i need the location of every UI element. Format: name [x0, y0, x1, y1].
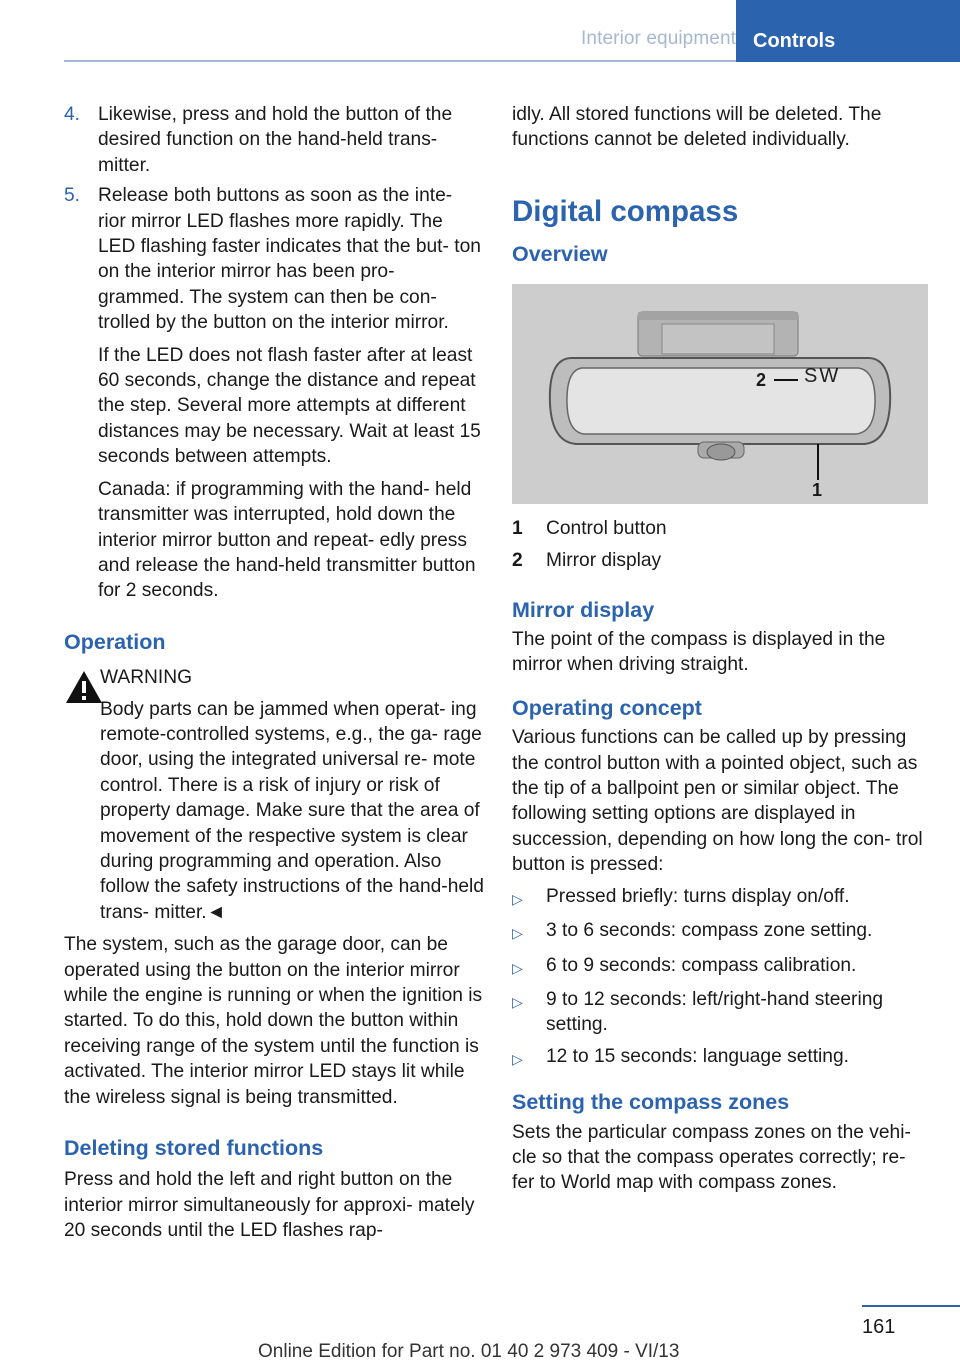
legend-text: Control button — [546, 517, 667, 539]
legend-number: 2 — [512, 549, 523, 571]
warning-text: Body parts can be jammed when operat- ing remote-controlled systems, e.g., the ga- rage door, using the integrated universal re- mote control. There is a risk of injury or risk of property damage. Make sure that the area of movement of the respective system is clear during programming and operation. Also follow the safety instructions of the hand-held trans- mitter.◄ — [100, 698, 484, 923]
chapter-tab[interactable]: Controls — [736, 0, 960, 62]
list-item-text: 3 to 6 seconds: compass zone setting. — [546, 920, 873, 942]
operating-concept-text: Various functions can be called up by pressing the control button with a pointed object, such as the tip of a ballpoint pen or similar object. The following setting options are displayed in succession, depending on how long the con- trol button is pressed: — [512, 727, 923, 876]
mirror-display-heading: Mirror display — [512, 597, 655, 622]
triangle-icon: ▷ — [512, 1050, 523, 1067]
triangle-icon: ▷ — [512, 925, 523, 942]
left-column — [64, 102, 484, 1244]
section-tab[interactable]: Interior equipment — [581, 28, 736, 49]
list-item-text: Pressed briefly: turns display on/off. — [546, 885, 850, 907]
mirror-figure — [512, 284, 928, 504]
compass-zones-text: Sets the particular compass zones on the vehi- cle so that the compass operates correctly; re- fer to World map with compass zones. — [512, 1121, 911, 1194]
operation-heading: Operation — [64, 629, 166, 654]
triangle-icon: ▷ — [512, 959, 523, 976]
compass-heading: Digital compass — [512, 194, 739, 228]
compass-display-text: SW — [804, 364, 841, 387]
legend-item — [512, 516, 932, 548]
warning-box — [64, 665, 484, 925]
overview-heading: Overview — [512, 242, 608, 267]
list-item — [512, 987, 932, 1038]
step-text: Release both buttons as soon as the inte- rior mirror LED flashes more rapidly. The LED flashing faster indicates that the but- ton on the interior mirror has been pro- grammed. The system can then be con- trolled by the button on the interior mirror. — [98, 185, 481, 334]
bullet-list — [512, 884, 932, 1072]
list-item — [512, 918, 932, 946]
figure-legend — [512, 516, 932, 580]
callout-1: 1 — [812, 479, 823, 500]
warning-icon — [64, 669, 104, 705]
legend-item — [512, 548, 932, 580]
deleting-heading: Deleting stored functions — [64, 1136, 324, 1161]
edition-footer: Online Edition for Part no. 01 40 2 973 409 - VI/13 — [258, 1341, 680, 1362]
compass-zones-heading: Setting the compass zones — [512, 1090, 790, 1115]
triangle-icon: ▷ — [512, 993, 523, 1010]
list-item — [512, 1044, 932, 1072]
page-number: 161 — [862, 1316, 896, 1338]
list-item-text: 12 to 15 seconds: language setting. — [546, 1045, 849, 1067]
step-5-note: If the LED does not flash faster after at least 60 seconds, change the distance and repeat the step. Several more attempts at different distances may be necessary. Wait at least 15 seconds between attempts. — [98, 344, 481, 468]
mirror-display-text: The point of the compass is displayed in the mirror when driving straight. — [512, 629, 886, 676]
step-4 — [64, 102, 484, 178]
deleting-text: Press and hold the left and right button on the interior mirror simultaneously for approxi- mately 20 seconds until the LED flashes rap- — [64, 1169, 475, 1242]
operation-text: The system, such as the garage door, can be operated using the button on the interior mirror while the engine is running or when the ignition is started. To do this, hold down the button within receiving range of the system until the function is activated. The interior mirror LED stays lit while the wireless signal is being transmitted. — [64, 934, 483, 1108]
list-item — [512, 884, 932, 912]
step-5 — [64, 183, 484, 335]
step-5-canada-note: Canada: if programming with the hand- held transmitter was interrupted, hold down the interior mirror button and repeat- edly press and release the hand-held transmitter button for 2 seconds. — [98, 478, 476, 602]
list-item-text: 6 to 9 seconds: compass calibration. — [546, 954, 857, 976]
triangle-icon: ▷ — [512, 890, 523, 907]
footer-rule — [862, 1305, 960, 1307]
warning-title: WARNING — [100, 667, 193, 689]
right-column — [512, 102, 932, 1196]
deleting-text-continued: idly. All stored functions will be deleted. The functions cannot be deleted individually. — [512, 104, 882, 151]
list-item-text: 9 to 12 seconds: left/right-hand steering setting. — [546, 988, 884, 1036]
list-item — [512, 953, 932, 981]
step-number: 4. — [64, 104, 81, 125]
operating-concept-heading: Operating concept — [512, 695, 702, 720]
legend-number: 1 — [512, 517, 523, 539]
legend-text: Mirror display — [546, 549, 662, 571]
step-text: Likewise, press and hold the button of the desired function on the hand-held trans- mitter. — [98, 104, 453, 176]
callout-2: 2 — [756, 369, 767, 390]
step-number: 5. — [64, 185, 81, 207]
mirror-illustration — [512, 284, 928, 504]
